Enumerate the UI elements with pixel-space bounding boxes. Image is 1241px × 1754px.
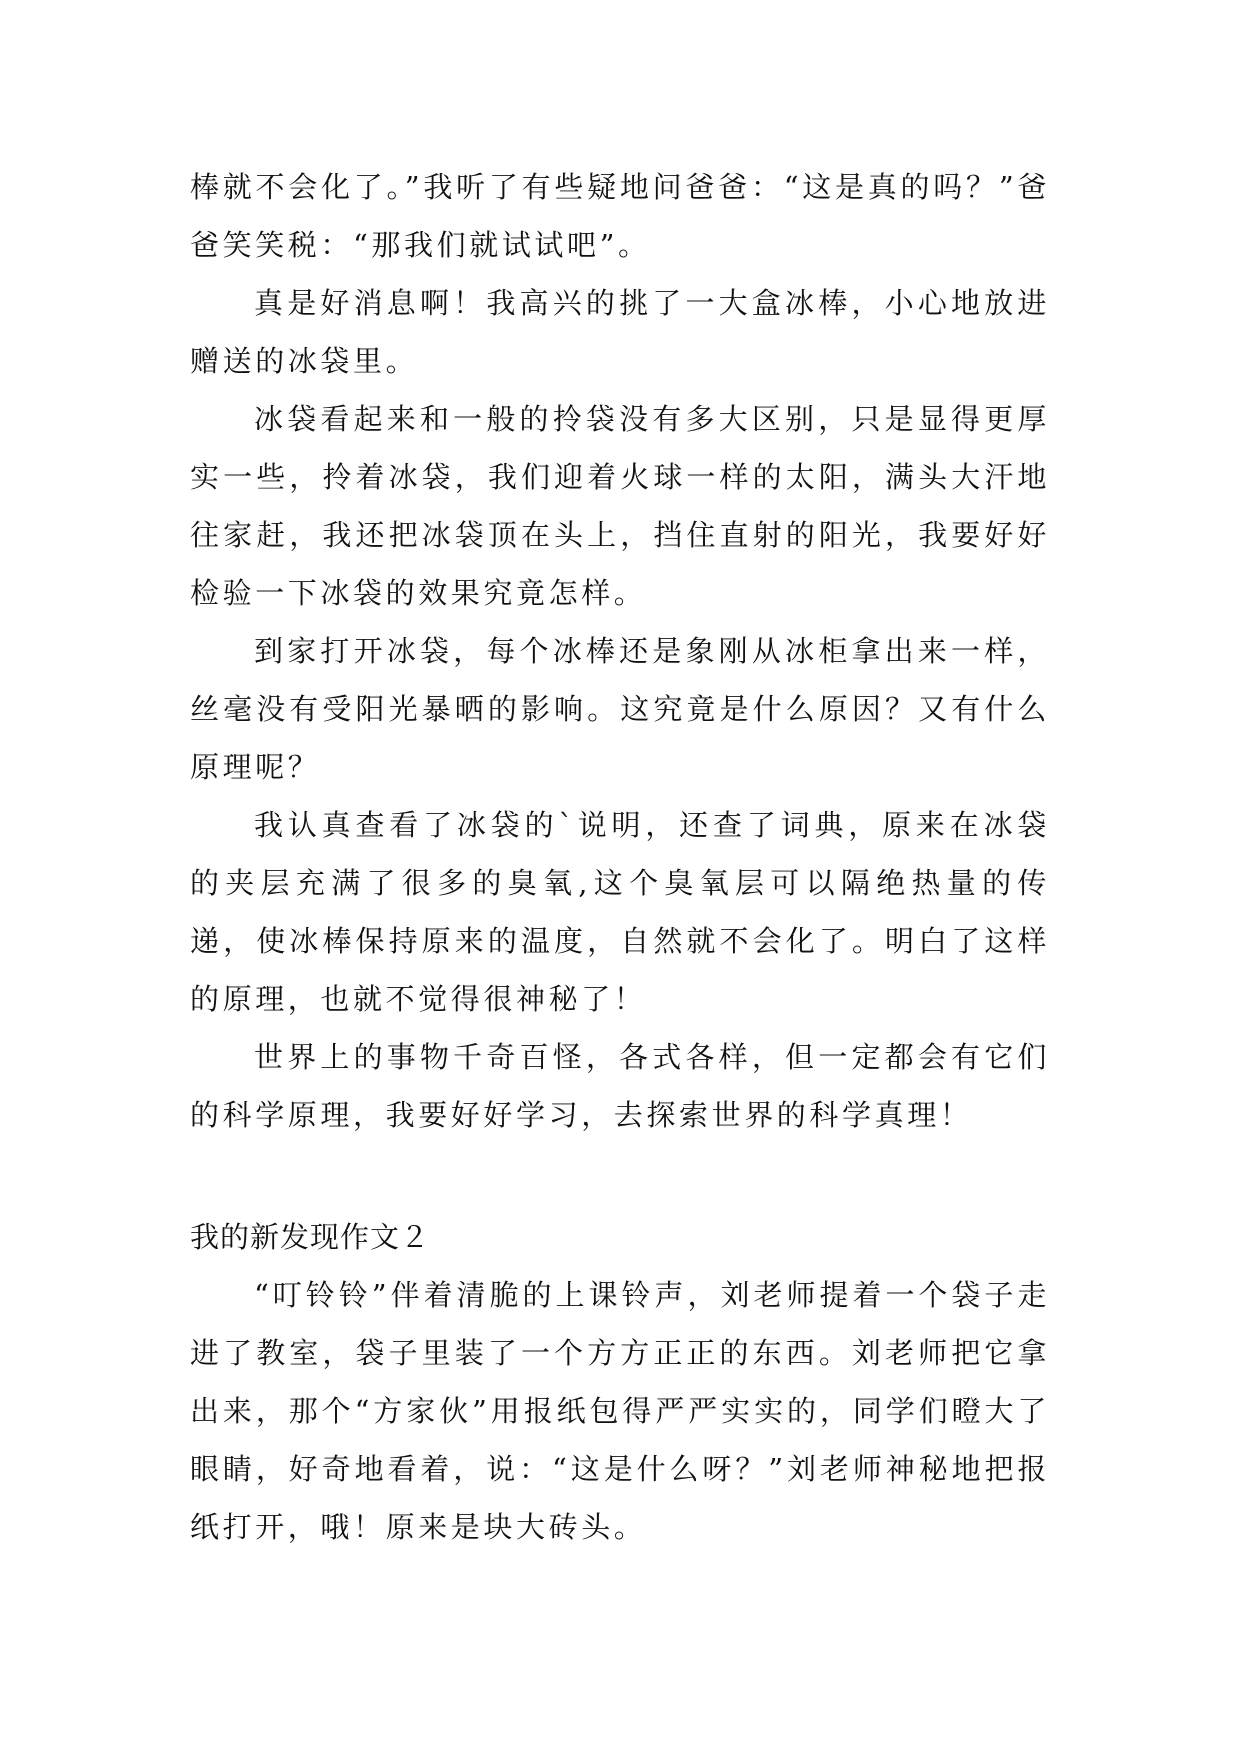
document-body [190,158,1050,1556]
paragraph: 到家打开冰袋，每个冰棒还是象刚从冰柜拿出来一样，丝毫没有受阳光暴晒的影响。这究竟是什么原因？又有什么原理呢？ [190,634,1050,784]
paragraph: 冰袋看起来和一般的拎袋没有多大区别，只是显得更厚实一些，拎着冰袋，我们迎着火球一样的太阳，满头大汗地往家赶，我还把冰袋顶在头上，挡住直射的阳光，我要好好检验一下冰袋的效果究竟怎样。 [190,402,1050,610]
paragraph: 真是好消息啊！我高兴的挑了一大盒冰棒，小心地放进赠送的冰袋里。 [190,286,1050,378]
paragraph: 世界上的事物千奇百怪，各式各样，但一定都会有它们的科学原理，我要好好学习，去探索世界的科学真理！ [190,1040,1050,1132]
paragraph: 我认真查看了冰袋的`说明，还查了词典，原来在冰袋的夹层充满了很多的臭氧,这个臭氧层可以隔绝热量的传递，使冰棒保持原来的温度，自然就不会化了。明白了这样的原理，也就不觉得很神秘了！ [190,808,1050,1016]
section-title: 我的新发现作文２ [190,1220,431,1254]
paragraph: “叮铃铃”伴着清脆的上课铃声，刘老师提着一个袋子走进了教室，袋子里装了一个方方正正的东西。刘老师把它拿出来，那个“方家伙”用报纸包得严严实实的，同学们瞪大了眼睛，好奇地看着，说：“这是什么呀？”刘老师神秘地把报纸打开，哦！原来是块大砖头。 [190,1278,1050,1544]
paragraph: 棒就不会化了。”我听了有些疑地问爸爸：“这是真的吗？”爸爸笑笑税：“那我们就试试吧”。 [190,170,1050,262]
